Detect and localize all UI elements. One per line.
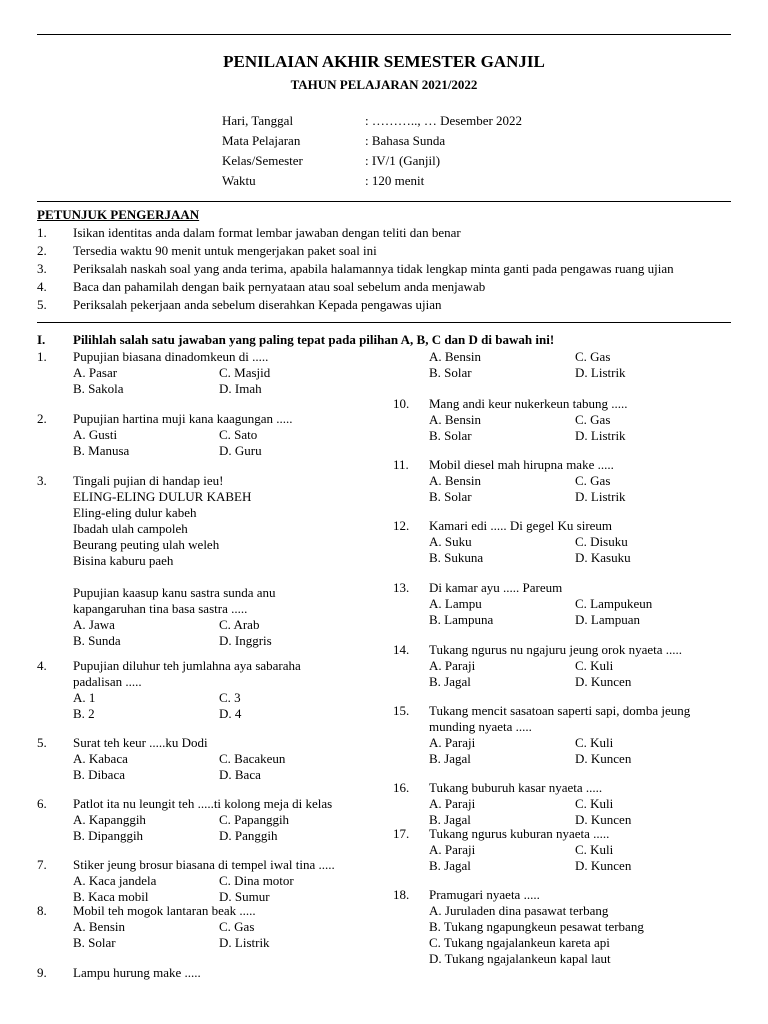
question-row <box>37 796 403 844</box>
answer-options <box>429 412 759 444</box>
answer-option: A. Paraji <box>429 658 476 673</box>
question-body <box>429 580 759 628</box>
question-row <box>393 642 759 690</box>
question-text: Tukang ngurus kuburan nyaeta ..... <box>429 826 610 841</box>
answer-option: D. Listrik <box>219 935 270 950</box>
question-text: Patlot ita nu leungit teh .....ti kolong meja di kelas <box>73 796 333 811</box>
answer-option: A. Bensin <box>73 919 125 934</box>
info-value: : ……….., … Desember 2022 <box>365 113 523 128</box>
question-number: 18. <box>393 887 410 902</box>
answer-option: A. 1 <box>73 690 96 705</box>
answer-option: B. Solar <box>429 365 472 380</box>
answer-options <box>73 617 403 649</box>
instruction-text: Periksalah naskah soal yang anda terima, apabila halamannya tidak lengkap minta ganti pada pengawas ruang ujian <box>73 261 674 276</box>
question-number: 5. <box>37 735 47 750</box>
answer-option: D. Baca <box>219 767 261 782</box>
instructions-heading: PETUNJUK PENGERJAAN <box>37 207 200 222</box>
question-text: Stiker jeung brosur biasana di tempel iwal tina ..... <box>73 857 335 872</box>
question-body <box>73 349 403 397</box>
answer-options <box>429 473 759 505</box>
question-text: Lampu hurung make ..... <box>73 965 201 980</box>
question-text: Tukang ngurus nu ngajuru jeung orok nyaeta ..... <box>429 642 682 657</box>
question-number: 11. <box>393 457 409 472</box>
question-text: ELING-ELING DULUR KABEH <box>73 489 252 504</box>
answer-option: D. Guru <box>219 443 262 458</box>
answer-options <box>73 812 403 844</box>
answer-option: D. Kuncen <box>575 812 632 827</box>
answer-option: D. Listrik <box>575 428 626 443</box>
info-value: : IV/1 (Ganjil) <box>365 153 441 168</box>
answer-option: D. Imah <box>219 381 262 396</box>
instruction-text: Isikan identitas anda dalam format lembar jawaban dengan teliti dan benar <box>73 225 461 240</box>
answer-option: C. Papanggih <box>219 812 290 827</box>
question-text: Eling-eling dulur kabeh <box>73 505 197 520</box>
question-text: D. Tukang ngajalankeun kapal laut <box>429 951 611 966</box>
answer-option: A. Kabaca <box>73 751 128 766</box>
question-text: Pramugari nyaeta ..... <box>429 887 540 902</box>
answer-option: A. Lampu <box>429 596 482 611</box>
question-item <box>393 642 759 690</box>
question-row <box>393 826 759 874</box>
question-item <box>393 349 759 381</box>
answer-option: D. Sumur <box>219 889 270 904</box>
question-row <box>393 887 759 967</box>
info-value: : 120 menit <box>365 173 425 188</box>
answer-options <box>73 751 403 783</box>
answer-option: D. Listrik <box>575 365 626 380</box>
answer-option: B. Sakola <box>73 381 124 396</box>
divider <box>37 201 731 202</box>
question-text: Tukang buburuh kasar nyaeta ..... <box>429 780 603 795</box>
answer-options <box>73 427 403 459</box>
question-body <box>73 473 403 649</box>
answer-option: D. 4 <box>219 706 242 721</box>
question-row <box>393 518 759 566</box>
answer-option: B. Dibaca <box>73 767 125 782</box>
question-number: 9. <box>37 965 47 980</box>
info-label: Kelas/Semester <box>222 153 303 168</box>
answer-option: A. Bensin <box>429 473 481 488</box>
question-row <box>393 457 759 505</box>
answer-option: B. Solar <box>429 428 472 443</box>
instruction-text: Baca dan pahamilah dengan baik pernyataan atau soal sebelum anda menjawab <box>73 279 486 294</box>
question-body <box>73 658 403 722</box>
question-text <box>73 569 403 585</box>
question-text: Mobil diesel mah hirupna make ..... <box>429 457 614 472</box>
exam-subtitle: TAHUN PELAJARAN 2021/2022 <box>290 77 478 92</box>
answer-option: D. Kuncen <box>575 751 632 766</box>
info-row-time <box>222 173 522 193</box>
question-item <box>37 658 403 722</box>
answer-option: B. Lampuna <box>429 612 494 627</box>
info-row-subject <box>222 133 522 153</box>
question-body <box>429 396 759 444</box>
exam-title: PENILAIAN AKHIR SEMESTER GANJIL <box>223 52 545 71</box>
answer-option: B. Kaca mobil <box>73 889 149 904</box>
answer-option: B. Sukuna <box>429 550 484 565</box>
question-item <box>37 735 403 783</box>
answer-option: C. Arab <box>219 617 260 632</box>
info-row-date <box>222 113 522 133</box>
question-text: Beurang peuting ulah weleh <box>73 537 220 552</box>
question-row <box>37 411 403 459</box>
question-item <box>393 826 759 874</box>
question-number: 6. <box>37 796 47 811</box>
answer-option: B. Solar <box>429 489 472 504</box>
answer-option: C. Gas <box>575 412 611 427</box>
answer-option: D. Lampuan <box>575 612 640 627</box>
answer-option: C. Dina motor <box>219 873 294 888</box>
instruction-number: 5. <box>37 297 47 312</box>
question-number: 3. <box>37 473 47 488</box>
answer-option: A. Paraji <box>429 796 476 811</box>
answer-option: C. Gas <box>219 919 255 934</box>
answer-options <box>429 596 759 628</box>
question-number: 15. <box>393 703 410 718</box>
question-item <box>37 796 403 844</box>
question-body <box>429 349 759 381</box>
question-text: Surat teh keur .....ku Dodi <box>73 735 208 750</box>
answer-options <box>429 658 759 690</box>
answer-options <box>429 534 759 566</box>
answer-option: A. Pasar <box>73 365 118 380</box>
question-body <box>73 411 403 459</box>
answer-option: C. Kuli <box>575 842 614 857</box>
answer-option: D. Kuncen <box>575 858 632 873</box>
info-label: Hari, Tanggal <box>222 113 294 128</box>
question-text: A. Juruladen dina pasawat terbang <box>429 903 609 918</box>
question-number: 4. <box>37 658 47 673</box>
answer-option: A. Jawa <box>73 617 115 632</box>
question-text: B. Tukang ngapungkeun pesawat terbang <box>429 919 644 934</box>
exam-info <box>222 113 522 193</box>
question-text: Pupujian hartina muji kana kaagungan ..... <box>73 411 293 426</box>
question-text: Bisina kaburu paeh <box>73 553 174 568</box>
question-text: Tukang mencit sasatoan saperti sapi, domba jeung <box>429 703 691 718</box>
answer-option: B. Jagal <box>429 751 471 766</box>
answer-option: C. Lampukeun <box>575 596 653 611</box>
question-number: 2. <box>37 411 47 426</box>
answer-option: B. Jagal <box>429 858 471 873</box>
instruction-item <box>37 243 737 261</box>
info-label: Waktu <box>222 173 256 188</box>
top-rule <box>37 34 731 35</box>
answer-option: C. Sato <box>219 427 258 442</box>
question-body <box>429 703 759 767</box>
question-number <box>393 349 429 381</box>
instruction-item <box>37 261 737 279</box>
answer-option: C. Gas <box>575 473 611 488</box>
question-row <box>37 857 403 905</box>
question-body <box>429 780 759 828</box>
answer-option: D. Panggih <box>219 828 278 843</box>
question-item <box>37 857 403 905</box>
answer-option: D. Inggris <box>219 633 272 648</box>
question-number: 8. <box>37 903 47 918</box>
answer-option: A. Gusti <box>73 427 118 442</box>
question-text: Pupujian biasana dinadomkeun di ..... <box>73 349 269 364</box>
question-text: munding nyaeta ..... <box>429 719 532 734</box>
answer-option: B. Solar <box>73 935 116 950</box>
question-number: 17. <box>393 826 410 841</box>
part-heading <box>37 332 554 348</box>
answer-option: A. Bensin <box>429 412 481 427</box>
instruction-number: 2. <box>37 243 47 258</box>
question-item <box>37 965 403 981</box>
info-label: Mata Pelajaran <box>222 133 301 148</box>
answer-options <box>429 349 759 381</box>
question-body <box>429 518 759 566</box>
question-row <box>393 396 759 444</box>
question-text: C. Tukang ngajalankeun kareta api <box>429 935 610 950</box>
question-number: 1. <box>37 349 47 364</box>
question-item <box>393 703 759 767</box>
question-body <box>429 887 759 967</box>
answer-options <box>73 690 403 722</box>
question-number: 16. <box>393 780 410 795</box>
question-row <box>37 965 403 981</box>
answer-options <box>73 919 403 951</box>
answer-option: B. Jagal <box>429 674 471 689</box>
answer-options <box>429 735 759 767</box>
question-body <box>73 735 403 783</box>
question-body <box>429 642 759 690</box>
question-item <box>37 473 403 649</box>
question-text: Pupujian diluhur teh jumlahna aya sabaraha <box>73 658 301 673</box>
question-number: 12. <box>393 518 410 533</box>
answer-option: C. Gas <box>575 349 611 364</box>
answer-option: C. Disuku <box>575 534 628 549</box>
instruction-item <box>37 297 737 315</box>
answer-options <box>429 842 759 874</box>
question-row <box>393 349 759 381</box>
instruction-text: Periksalah pekerjaan anda sebelum diserahkan Kepada pengawas ujian <box>73 297 442 312</box>
instruction-number: 3. <box>37 261 47 276</box>
question-body <box>73 903 403 951</box>
answer-option: B. Manusa <box>73 443 130 458</box>
question-item <box>37 349 403 397</box>
question-text: Pupujian kaasup kanu sastra sunda anu <box>73 585 276 600</box>
question-number: 10. <box>393 396 410 411</box>
question-body <box>73 857 403 905</box>
answer-option: A. Kapanggih <box>73 812 146 827</box>
question-item <box>393 887 759 967</box>
question-row <box>37 658 403 722</box>
answer-option: A. Bensin <box>429 349 481 364</box>
question-body <box>429 457 759 505</box>
question-row <box>37 349 403 397</box>
answer-options <box>429 796 759 828</box>
question-text: Tingali pujian di handap ieu! <box>73 473 224 488</box>
info-value: : Bahasa Sunda <box>365 133 446 148</box>
answer-options <box>73 873 403 905</box>
question-text: kapangaruhan tina basa sastra ..... <box>73 601 248 616</box>
divider <box>37 322 731 323</box>
instruction-item <box>37 279 737 297</box>
part-instruction: Pilihlah salah satu jawaban yang paling tepat pada pilihan A, B, C dan D di bawah ini! <box>73 332 555 347</box>
answer-option: C. 3 <box>219 690 241 705</box>
question-text: Mobil teh mogok lantaran beak ..... <box>73 903 256 918</box>
answer-option: C. Kuli <box>575 796 614 811</box>
info-row-class <box>222 153 522 173</box>
question-row <box>37 473 403 649</box>
answer-option: B. 2 <box>73 706 95 721</box>
answer-option: D. Kuncen <box>575 674 632 689</box>
instruction-number: 1. <box>37 225 47 240</box>
question-row <box>393 703 759 767</box>
question-text: Ibadah ulah campoleh <box>73 521 188 536</box>
question-body <box>73 796 403 844</box>
answer-option: D. Listrik <box>575 489 626 504</box>
question-text: Di kamar ayu ..... Pareum <box>429 580 563 595</box>
question-text: padalisan ..... <box>73 674 142 689</box>
answer-option: B. Dipanggih <box>73 828 144 843</box>
answer-option: A. Kaca jandela <box>73 873 157 888</box>
question-item <box>393 580 759 628</box>
question-item <box>393 396 759 444</box>
instruction-number: 4. <box>37 279 47 294</box>
answer-option: A. Paraji <box>429 842 476 857</box>
instruction-text: Tersedia waktu 90 menit untuk mengerjakan paket soal ini <box>73 243 377 258</box>
question-text: Kamari edi ..... Di gegel Ku sireum <box>429 518 613 533</box>
answer-option: D. Kasuku <box>575 550 631 565</box>
answer-options <box>73 365 403 397</box>
answer-option: B. Sunda <box>73 633 121 648</box>
question-item <box>393 457 759 505</box>
question-number: 14. <box>393 642 410 657</box>
answer-option: C. Kuli <box>575 658 614 673</box>
question-text: Mang andi keur nukerkeun tabung ..... <box>429 396 628 411</box>
question-row <box>37 903 403 951</box>
answer-option: C. Kuli <box>575 735 614 750</box>
instruction-item <box>37 225 737 243</box>
question-item <box>37 411 403 459</box>
answer-option: A. Paraji <box>429 735 476 750</box>
question-row <box>37 735 403 783</box>
question-number: 7. <box>37 857 47 872</box>
question-body <box>73 965 403 981</box>
question-row <box>393 780 759 828</box>
answer-option: A. Suku <box>429 534 472 549</box>
question-item <box>393 780 759 828</box>
question-item <box>393 518 759 566</box>
question-item <box>37 903 403 951</box>
answer-option: C. Masjid <box>219 365 271 380</box>
answer-option: B. Jagal <box>429 812 471 827</box>
question-body <box>429 826 759 874</box>
instructions-list <box>37 225 737 315</box>
question-row <box>393 580 759 628</box>
part-number: I. <box>37 332 46 347</box>
question-number: 13. <box>393 580 410 595</box>
answer-option: C. Bacakeun <box>219 751 286 766</box>
